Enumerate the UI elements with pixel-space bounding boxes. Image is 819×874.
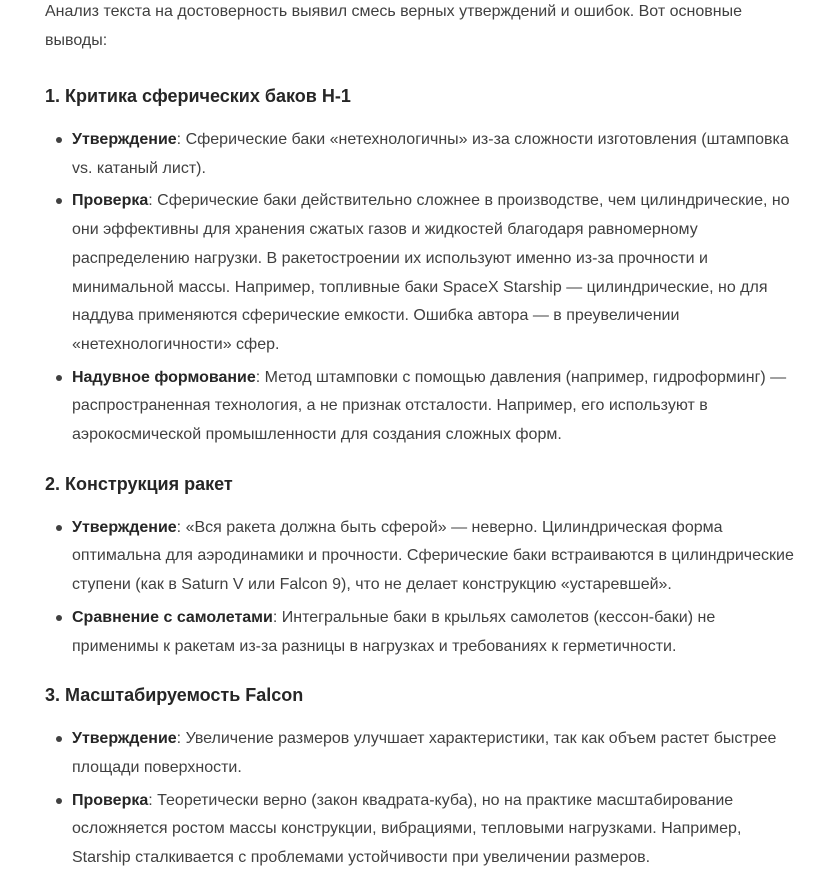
list-item: [45, 126, 795, 183]
item-term: Проверка: [72, 192, 149, 210]
item-term: Утверждение: [72, 131, 177, 148]
item-term: Проверка: [72, 791, 149, 809]
item-text: : Сферические баки «нетехнологичны» из-за сложности изготовления (штамповка vs. катаный лист).: [72, 131, 789, 177]
item-term: Утверждение: [72, 518, 177, 536]
list-item: [45, 604, 795, 661]
section-heading: 3. Масштабируемость Falcon: [45, 685, 304, 706]
list-item: [45, 787, 795, 873]
list-item: [45, 514, 795, 600]
list-item: [45, 364, 795, 450]
item-text: : Интегральные баки в крыльях самолетов (кессон-баки) не применимы к ракетам из-за разницы в нагрузках и требованиях к герметичности.: [72, 608, 716, 655]
bullet-list: [45, 725, 795, 873]
item-text: : «Вся ракета должна быть сферой» — неверно. Цилиндрическая форма оптимальна для аэродинамики и прочности. Сферические баки встраиваются в цилиндрические ступени (как в Saturn V или Falcon 9), что не делает конструкцию «устаревшей».: [72, 518, 794, 594]
list-item: [45, 187, 795, 359]
item-text: : Сферические баки действительно сложнее в производстве, чем цилиндрические, но они эффективны для хранения сжатых газов и жидкостей благодаря равномерному распределению нагрузки. В ракетостроении их используют именно из-за прочности и минимальной массы. Например, топливные баки SpaceX Starship — цилиндрические, но для наддува применяются сферические емкости. Ошибка автора — в преувеличении «нетехнологичности» сфер.: [72, 192, 790, 353]
bullet-list: [45, 126, 795, 450]
item-term: Надувное формование: [72, 368, 256, 386]
item-text: : Увеличение размеров улучшает характеристики, так как объем растет быстрее площади поверхности.: [72, 730, 777, 776]
item-term: Сравнение с самолетами: [72, 608, 273, 626]
item-text: : Теоретически верно (закон квадрата-куба), но на практике масштабирование осложняется ростом массы конструкции, вибрациями, тепловыми нагрузками. Например, Starship сталкивается с проблемами устойчивости при увеличении размеров.: [72, 791, 742, 867]
section-heading: 1. Критика сферических баков Н-1: [45, 86, 351, 106]
list-item: [45, 725, 795, 782]
intro-paragraph: Анализ текста на достоверность выявил смесь верных утверждений и ошибок. Вот основные выводы:: [45, 3, 742, 49]
section-heading: 2. Конструкция ракет: [45, 473, 233, 494]
item-term: Утверждение: [72, 730, 177, 748]
item-text: : Метод штамповки с помощью давления (например, гидроформинг) — распространенная технология, а не признак отсталости. Например, его используют в аэрокосмической промышленности для создания сложных форм.: [72, 368, 787, 444]
bullet-list: [45, 514, 795, 662]
